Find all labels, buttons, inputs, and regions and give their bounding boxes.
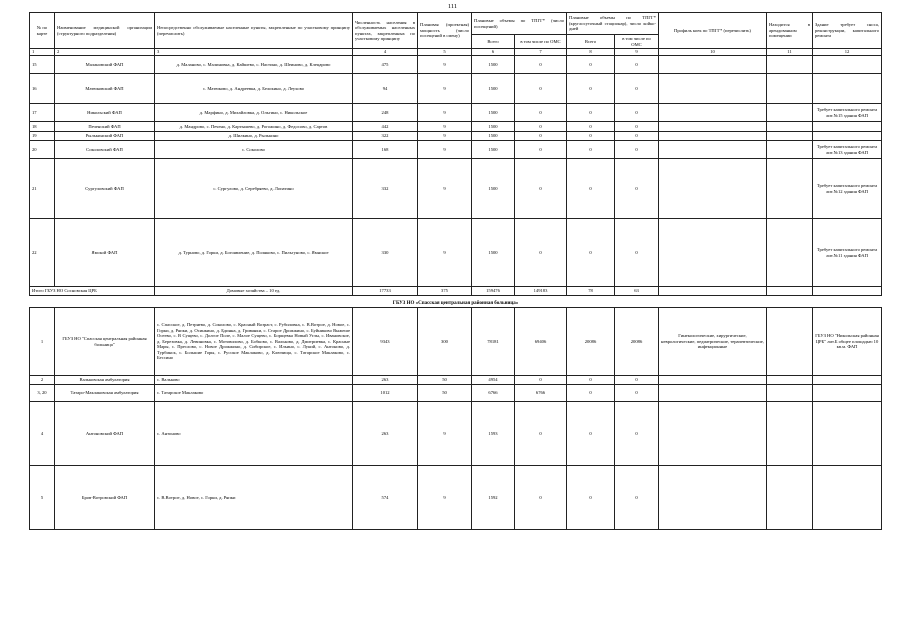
cell-profile	[659, 402, 767, 466]
header-col10: Профиль коек по ТПГГ* (перечислить)	[659, 13, 767, 49]
cell-population: 322	[353, 132, 418, 141]
cell-capacity: 9	[418, 219, 472, 287]
cell-organization: Бров-Вотровский ФАП	[55, 466, 155, 530]
cell-number: 18	[30, 122, 55, 132]
section-row	[30, 296, 882, 308]
column-number: 10	[659, 49, 767, 56]
cell-capacity: 9	[418, 159, 472, 219]
cell-beds-oms: 0	[615, 74, 659, 104]
header-col8: Всего	[567, 35, 615, 49]
cell-beds-total: 0	[567, 219, 615, 287]
cell-beds-oms: 0	[615, 56, 659, 74]
cell-settlements: с. В.Вотрое, д. Новое, с. Горки, д. Ряпки	[155, 466, 353, 530]
cell-population: 168	[353, 141, 418, 159]
total-section	[30, 287, 882, 308]
cell-capacity: 9	[418, 122, 472, 132]
cell-organization: Соколовский ФАП	[55, 141, 155, 159]
cell-beds-total: 0	[567, 402, 615, 466]
header-col8-group: Плановые объемы по ТПГГ* (круглосуточный стационар), число койко-дней	[567, 13, 659, 35]
cell-number: 22	[30, 219, 55, 287]
cell-profile	[659, 104, 767, 122]
cell-beds-total: 0	[567, 74, 615, 104]
cell-population: 442	[353, 122, 418, 132]
cell-settlements: с. Сургулово, д. Серебряево, д. Лопатино	[155, 159, 353, 219]
cell-settlements: с. Вальково	[155, 376, 353, 385]
table-row	[30, 376, 882, 385]
cell-beds-oms: 0	[615, 104, 659, 122]
cell-profile	[659, 141, 767, 159]
cell-number: 21	[30, 159, 55, 219]
cell-settlements: д. Марфино, д. Михайловка, д. Ольгино, с. Никольское	[155, 104, 353, 122]
cell-capacity: 50	[418, 385, 472, 402]
cell-population: 9343	[353, 308, 418, 376]
cell-rented	[767, 104, 813, 122]
cell-visits-oms: 6766	[515, 385, 567, 402]
cell-repair: ГБУЗ НО "Никольская районная ЦРБ" лит.Б общее площадью 10 кв.м. ФАП	[813, 308, 882, 376]
cell-number: 20	[30, 141, 55, 159]
cell-profile	[659, 159, 767, 219]
cell-visits-total: 1500	[472, 104, 515, 122]
rows-spasskaya	[30, 308, 882, 530]
cell-visits-oms: 0	[515, 466, 567, 530]
cell-settlements: с. Матюково, д. Андреевка, д. Белокино, д. Леухово	[155, 74, 353, 104]
cell-organization: Вальковская амбулатория	[55, 376, 155, 385]
cell-beds-total: 0	[567, 141, 615, 159]
cell-number: 1	[30, 308, 55, 376]
cell-beds-oms: 0	[615, 122, 659, 132]
cell-beds-total: 0	[567, 385, 615, 402]
column-number: 3	[155, 49, 353, 56]
section-title: ГБУЗ НО «Спасская центральная районная больница»	[30, 296, 882, 308]
cell-number: 16	[30, 74, 55, 104]
total-v1: 159476	[472, 287, 515, 296]
table-row	[30, 122, 882, 132]
cell-capacity: 50	[418, 376, 472, 385]
column-number: 2	[55, 49, 155, 56]
cell-settlements: д. Мандрово, с. Печено, д. Картышево, д. Рогожино, д. Федосово, д. Сартов	[155, 122, 353, 132]
cell-settlements: с. Соколово	[155, 141, 353, 159]
cell-rented	[767, 159, 813, 219]
header-col9: в том числе по ОМС	[615, 35, 659, 49]
cell-rented	[767, 56, 813, 74]
cell-settlements: с. Татарское Маклаково	[155, 385, 353, 402]
cell-population: 332	[353, 159, 418, 219]
column-number: 1	[30, 49, 55, 56]
page-number: 111	[447, 3, 458, 10]
cell-profile	[659, 376, 767, 385]
cell-visits-total: 4954	[472, 376, 515, 385]
cell-capacity: 9	[418, 402, 472, 466]
table-row	[30, 219, 882, 287]
cell-visits-oms: 0	[515, 104, 567, 122]
cell-settlements: с. Спасское, д. Петряево, д. Соколово, с. Красный Возраст, с. Рубиловка, с. В.Вотрое, д. Новое, с. Горки, д. Ряпки, д. Осинкино, д. Бдинна, д. Гриванки, с. Старое Дрожжино, с. Буйниково Выжеше Осеево, с. В Сущево, с. Долгое Поле, с. Малое Сущево, с. Борщевка Новый Углы, с. Ивановское, д. Березовка, д. Левиновка, с. Мотовилово, д. Бобково, с. Вальково, д. Дмитриевка, с. Красные Мары, с. Преслово, с. Новое Дрожжино, д. Сибирское, с. Ильино, с. Лукий, с. Антоново, д. Турбинск, с. Большие Горы, с. Русское Маклаково, д. Ключища, с. Татарское Маклаково, с. Бессино	[155, 308, 353, 376]
cell-settlements: д. Турново, д. Горки, д. Богоявление, д. Поляково, с. Пильгуново, с. Ямнское	[155, 219, 353, 287]
table-row	[30, 308, 882, 376]
cell-beds-total: 0	[567, 122, 615, 132]
cell-population: 330	[353, 219, 418, 287]
header-col1: № по карте	[30, 13, 55, 49]
cell-organization: Сургуловский ФАП	[55, 159, 155, 219]
cell-population: 263	[353, 402, 418, 466]
cell-capacity: 9	[418, 141, 472, 159]
header-col11: Находится в арендованном помещении	[767, 13, 813, 49]
header-col7: в том числе по ОМС	[515, 35, 567, 49]
cell-capacity: 9	[418, 74, 472, 104]
cell-visits-oms: 0	[515, 402, 567, 466]
cell-number: 17	[30, 104, 55, 122]
header-col3: Непосредственно обслуживаемые населенные пункты, закрепленные по участковому принципу (перечислить)	[155, 13, 353, 49]
column-number: 11	[767, 49, 813, 56]
cell-settlements: д. Шилкино, д. Рылькино	[155, 132, 353, 141]
column-number: 8	[567, 49, 615, 56]
cell-population: 248	[353, 104, 418, 122]
cell-beds-oms: 20086	[615, 308, 659, 376]
cell-profile	[659, 74, 767, 104]
table-row	[30, 466, 882, 530]
cell-capacity: 9	[418, 466, 472, 530]
cell-visits-oms: 0	[515, 141, 567, 159]
cell-beds-total: 0	[567, 56, 615, 74]
cell-repair	[813, 56, 882, 74]
cell-visits-oms: 0	[515, 132, 567, 141]
table-row	[30, 159, 882, 219]
cell-capacity: 9	[418, 104, 472, 122]
cell-repair: Требует капитального ремонта лит.№13 здания ФАП	[813, 141, 882, 159]
cell-visits-oms: 69406	[515, 308, 567, 376]
column-number: 6	[472, 49, 515, 56]
cell-number: 4	[30, 402, 55, 466]
rows-sosnovskaya	[30, 56, 882, 287]
cell-visits-oms: 0	[515, 74, 567, 104]
cell-beds-oms: 0	[615, 385, 659, 402]
cell-rented	[767, 141, 813, 159]
medical-organizations-table	[29, 12, 882, 530]
cell-number: 15	[30, 56, 55, 74]
total-label: Итого ГБУЗ НО Сосновская ЦРБ	[30, 287, 155, 296]
cell-profile: Гинекологические, хирургические, неврологические, педиатрические, терапевтические, инфекционные	[659, 308, 767, 376]
cell-beds-oms: 0	[615, 402, 659, 466]
cell-visits-total: 1500	[472, 159, 515, 219]
cell-visits-total: 1500	[472, 56, 515, 74]
cell-number: 5	[30, 466, 55, 530]
table-row	[30, 74, 882, 104]
cell-population: 1012	[353, 385, 418, 402]
header-col12: Здание требует сноса, реконструкции, капитального ремонта	[813, 13, 882, 49]
cell-beds-total: 0	[567, 159, 615, 219]
header-col6-group: Плановые объемы по ТПГГ* (число посещений)	[472, 13, 567, 35]
table-row	[30, 104, 882, 122]
cell-repair	[813, 466, 882, 530]
cell-visits-total: 1500	[472, 141, 515, 159]
cell-population: 475	[353, 56, 418, 74]
cell-population: 94	[353, 74, 418, 104]
cell-visits-oms: 0	[515, 56, 567, 74]
cell-repair	[813, 132, 882, 141]
cell-beds-oms: 0	[615, 376, 659, 385]
cell-repair	[813, 376, 882, 385]
total-empty	[813, 287, 882, 296]
cell-repair	[813, 74, 882, 104]
cell-profile	[659, 385, 767, 402]
cell-rented	[767, 385, 813, 402]
cell-beds-total: 20086	[567, 308, 615, 376]
total-v2: 149183	[515, 287, 567, 296]
cell-beds-oms: 0	[615, 141, 659, 159]
cell-beds-total: 0	[567, 466, 615, 530]
total-b1: 78	[567, 287, 615, 296]
cell-visits-total: 6766	[472, 385, 515, 402]
table-row	[30, 402, 882, 466]
header-col4: Численность населения в обслуживаемых населенных пунктах, закрепленных по участковому принципу	[353, 13, 418, 49]
cell-visits-oms: 0	[515, 159, 567, 219]
cell-repair: Требует капитального ремонта лит.№15 здания ФАП	[813, 104, 882, 122]
cell-population: 263	[353, 376, 418, 385]
cell-repair: Требует капитального ремонта лит.№12 здания ФАП	[813, 159, 882, 219]
cell-settlements: д. Маланово, с. Малиновка, д. Кайшево, с. Настино, д. Шеиново, д. Клецарово	[155, 56, 353, 74]
cell-visits-total: 1500	[472, 74, 515, 104]
cell-capacity: 300	[418, 308, 472, 376]
column-number: 5	[418, 49, 472, 56]
cell-profile	[659, 132, 767, 141]
cell-beds-oms: 0	[615, 159, 659, 219]
cell-organization: ГБУЗ НО "Спасская центральная районная больница"	[55, 308, 155, 376]
cell-repair	[813, 122, 882, 132]
cell-organization: Рылькинский ФАП	[55, 132, 155, 141]
column-number: 7	[515, 49, 567, 56]
cell-capacity: 9	[418, 56, 472, 74]
cell-capacity: 9	[418, 132, 472, 141]
cell-organization: Антоновский ФАП	[55, 402, 155, 466]
cell-number: 19	[30, 132, 55, 141]
cell-repair	[813, 402, 882, 466]
table-row	[30, 141, 882, 159]
cell-population: 574	[353, 466, 418, 530]
total-areas: Домовые хозяйства – 10 ед.	[155, 287, 353, 296]
cell-rented	[767, 132, 813, 141]
cell-profile	[659, 122, 767, 132]
total-empty	[659, 287, 767, 296]
header-col6: Всего	[472, 35, 515, 49]
cell-visits-total: 1500	[472, 132, 515, 141]
cell-visits-oms: 0	[515, 122, 567, 132]
total-cap: 375	[418, 287, 472, 296]
cell-beds-total: 0	[567, 132, 615, 141]
cell-beds-total: 0	[567, 104, 615, 122]
cell-visits-total: 78181	[472, 308, 515, 376]
column-number: 4	[353, 49, 418, 56]
cell-rented	[767, 219, 813, 287]
cell-visits-oms: 0	[515, 376, 567, 385]
total-pop: 17733	[353, 287, 418, 296]
total-b2: 63	[615, 287, 659, 296]
cell-beds-oms: 0	[615, 466, 659, 530]
cell-rented	[767, 466, 813, 530]
cell-settlements: с. Антоново	[155, 402, 353, 466]
cell-organization: Печенский ФАП	[55, 122, 155, 132]
cell-organization: Ямской ФАП	[55, 219, 155, 287]
cell-rented	[767, 122, 813, 132]
header-col2: Наименование медицинской организации (структурного подразделения)	[55, 13, 155, 49]
cell-organization: Никольский ФАП	[55, 104, 155, 122]
column-numbers-row	[30, 49, 882, 56]
cell-visits-total: 1592	[472, 466, 515, 530]
cell-rented	[767, 308, 813, 376]
cell-number: 3, 20	[30, 385, 55, 402]
cell-beds-total: 0	[567, 376, 615, 385]
cell-visits-oms: 0	[515, 219, 567, 287]
cell-visits-total: 1500	[472, 122, 515, 132]
cell-profile	[659, 219, 767, 287]
cell-repair	[813, 385, 882, 402]
cell-beds-oms: 0	[615, 132, 659, 141]
table-row	[30, 385, 882, 402]
column-number: 12	[813, 49, 882, 56]
header-col5: Плановая (проектная) мощность (число посещений в смену)	[418, 13, 472, 49]
cell-organization: Матюковский ФАП	[55, 74, 155, 104]
column-number: 9	[615, 49, 659, 56]
cell-visits-total: 1593	[472, 402, 515, 466]
cell-profile	[659, 56, 767, 74]
cell-number: 2	[30, 376, 55, 385]
table-row	[30, 56, 882, 74]
cell-organization: Малановский ФАП	[55, 56, 155, 74]
cell-beds-oms: 0	[615, 219, 659, 287]
cell-profile	[659, 466, 767, 530]
cell-rented	[767, 74, 813, 104]
total-row	[30, 287, 882, 296]
table-header	[30, 13, 882, 56]
cell-rented	[767, 402, 813, 466]
cell-visits-total: 1500	[472, 219, 515, 287]
cell-rented	[767, 376, 813, 385]
cell-organization: Татаро-Маклаковская амбулатория	[55, 385, 155, 402]
table-row	[30, 132, 882, 141]
cell-repair: Требует капитального ремонта лит.№11 здания ФАП	[813, 219, 882, 287]
total-empty	[767, 287, 813, 296]
